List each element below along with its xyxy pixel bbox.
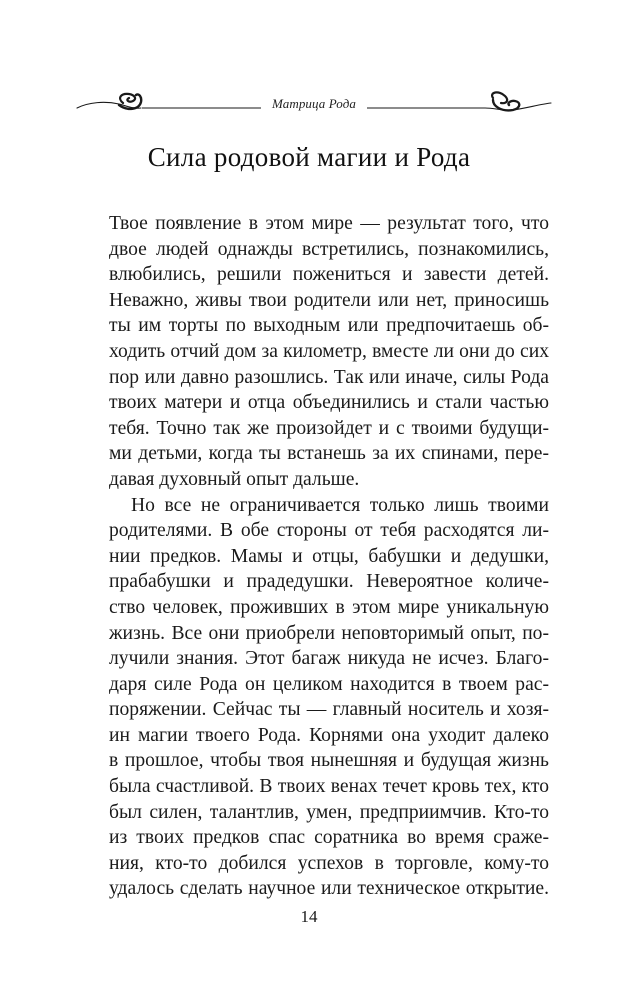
text-line: ты им торты по выходным или предпочитаешь об- [109, 315, 549, 337]
text-line: прабабушки и прадедушки. Невероятное количе- [109, 571, 549, 593]
text-line: лучили знания. Этот багаж никуда не исчез. Благо- [109, 648, 549, 670]
body-text [109, 211, 549, 902]
text-line: удалось сделать научное или техническое открытие. [109, 878, 549, 900]
paragraph [109, 211, 549, 493]
text-line: жизнь. Все они приобрели неповторимый опыт, по- [109, 622, 549, 644]
text-line: двое людей однажды встретились, познакомились, [109, 238, 549, 260]
text-line: давая духовный опыт дальше. [109, 468, 360, 490]
text-line: Твое появление в этом мире — результат того, что [109, 213, 549, 234]
paragraph [109, 493, 549, 903]
chapter-title: Сила родовой магии и Рода [147, 142, 471, 172]
text-line: из твоих предков спас соратника во время сраже- [109, 827, 549, 849]
text-line: ин магии твоего Рода. Корнями она уходит далеко [109, 724, 549, 746]
text-line: влюбились, решили пожениться и завести детей. [109, 264, 549, 286]
text-line: ми детьми, когда ты встанешь за их спинами, пере- [109, 443, 549, 465]
text-line: в прошлое, чтобы твоя нынешняя и будущая жизнь [109, 750, 549, 772]
text-line: Но все не ограничивается только лишь твоими [131, 494, 549, 516]
text-line: тебя. Точно так же произойдет и с твоими будущи- [109, 417, 549, 439]
text-line: нии предков. Мамы и отцы, бабушки и дедушки, [109, 545, 549, 567]
text-line: поряжении. Сейчас ты — главный носитель и хозя- [109, 699, 549, 721]
text-line: была счастливой. В твоих венах течет кровь тех, кто [109, 776, 549, 798]
text-line: ния, кто-то добился успехов в торговле, кому-то [109, 852, 549, 874]
text-line: твоих матери и отца объединились и стали частью [109, 392, 549, 414]
text-line: пор или давно разошлись. Так или иначе, силы Рода [109, 366, 549, 388]
running-header [75, 86, 553, 118]
text-line: был силен, талантлив, умен, предприимчив. Кто-то [109, 801, 549, 823]
text-line: ство человек, проживших в этом мире уникальную [109, 596, 549, 618]
page-number: 14 [300, 907, 318, 926]
text-line: родителями. В обе стороны от тебя расходятся ли- [109, 520, 549, 542]
text-line: даря силе Рода он целиком находится в твоем рас- [109, 673, 549, 695]
text-line: Неважно, живы твои родители или нет, приносишь [109, 289, 549, 311]
text-line: ходить отчий дом за километр, вместе ли они до сих [109, 340, 549, 362]
running-title: Матрица Рода [271, 96, 357, 111]
